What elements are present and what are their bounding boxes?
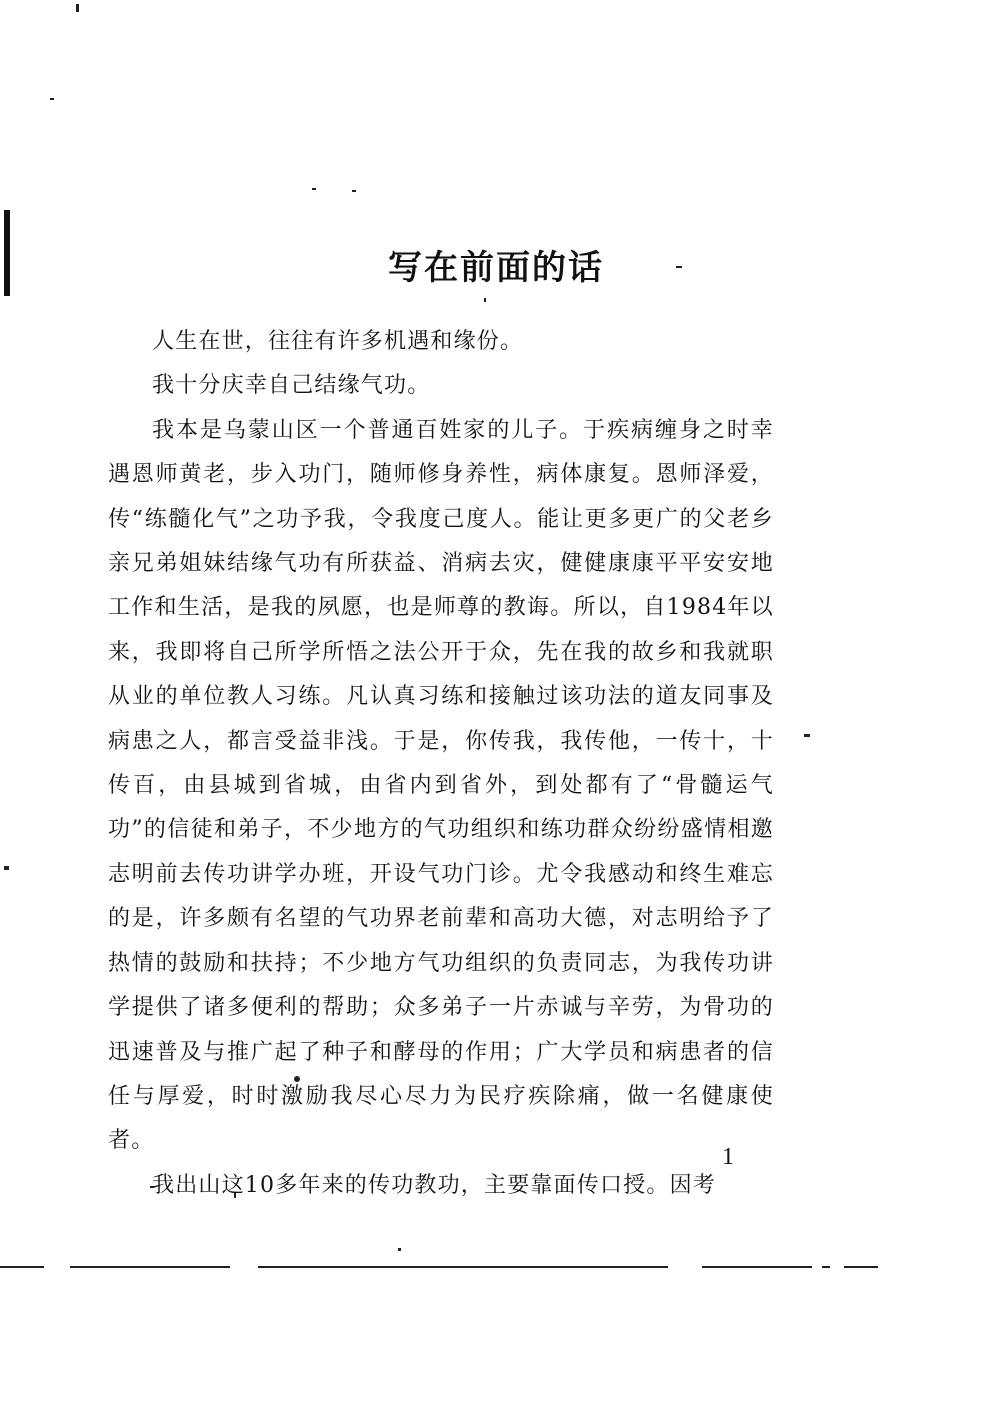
scan-speck: [804, 734, 810, 737]
paragraph: 我十分庆幸自己结缘气功。: [152, 373, 431, 399]
page-title: 写在前面的话: [388, 248, 604, 288]
scan-speck: [4, 866, 9, 870]
scan-bottom-rule: [822, 1266, 830, 1268]
paragraph: 人生在世，往往有许多机遇和缘份。: [152, 329, 524, 354]
scan-speck: [312, 188, 316, 190]
page-number: 1: [722, 1144, 734, 1170]
body-text: [108, 320, 774, 1208]
scan-bottom-rule: [0, 1266, 44, 1268]
scan-bottom-rule: [844, 1266, 878, 1268]
scan-speck: [398, 1248, 401, 1251]
scan-speck: [352, 190, 356, 192]
scan-bottom-rule: [702, 1266, 812, 1268]
scan-speck: [76, 4, 79, 12]
scan-bottom-rule: [70, 1266, 230, 1268]
scan-speck: [484, 298, 486, 302]
scan-bottom-rule: [258, 1266, 668, 1268]
paragraph: 我出山这10多年来的传功教功，主要靠面传口授。因考: [152, 1172, 716, 1198]
paragraph: 我本是乌蒙山区一个普通百姓家的儿子。于疾病缠身之时幸遇恩师黄老，步入功门，随师修身养性，病体康复。恩师泽爱，传“练髓化气”之功予我，令我度己度人。能让更多更广的父老乡亲兄弟姐妹结缘气功有所获益、消病去灾，健健康康平平安安地工作和生活，是我的夙愿，也是师尊的教诲。所以，自1984年以来，我即将自己所学所悟之法公开于众，先在我的故乡和我就职从业的单位教人习练。凡认真习练和接触过该功法的道友同事及病患之人，都言受益非浅。于是，你传我，我传他，一传十，十传百，由县城到省城，由省内到省外，到处都有了“骨髓运气功”的信徒和弟子，不少地方的气功组织和练功群众纷纷盛情相邀志明前去传功讲学办班，开设气功门诊。尤令我感动和终生难忘的是，许多颇有名望的气功界老前辈和高功大德，对志明给予了热情的鼓励和扶持；不少地方气功组织的负责同志，为我传功讲学提供了诸多便利的帮助；众多弟子一片赤诚与辛劳，为骨功的迅速普及与推广起了种子和酵母的作用；广大学员和病患者的信任与厚爱，时时激励我尽心尽力为民疗疾除痛，做一名健康使者。: [108, 417, 774, 1154]
scan-speck: [50, 98, 54, 100]
